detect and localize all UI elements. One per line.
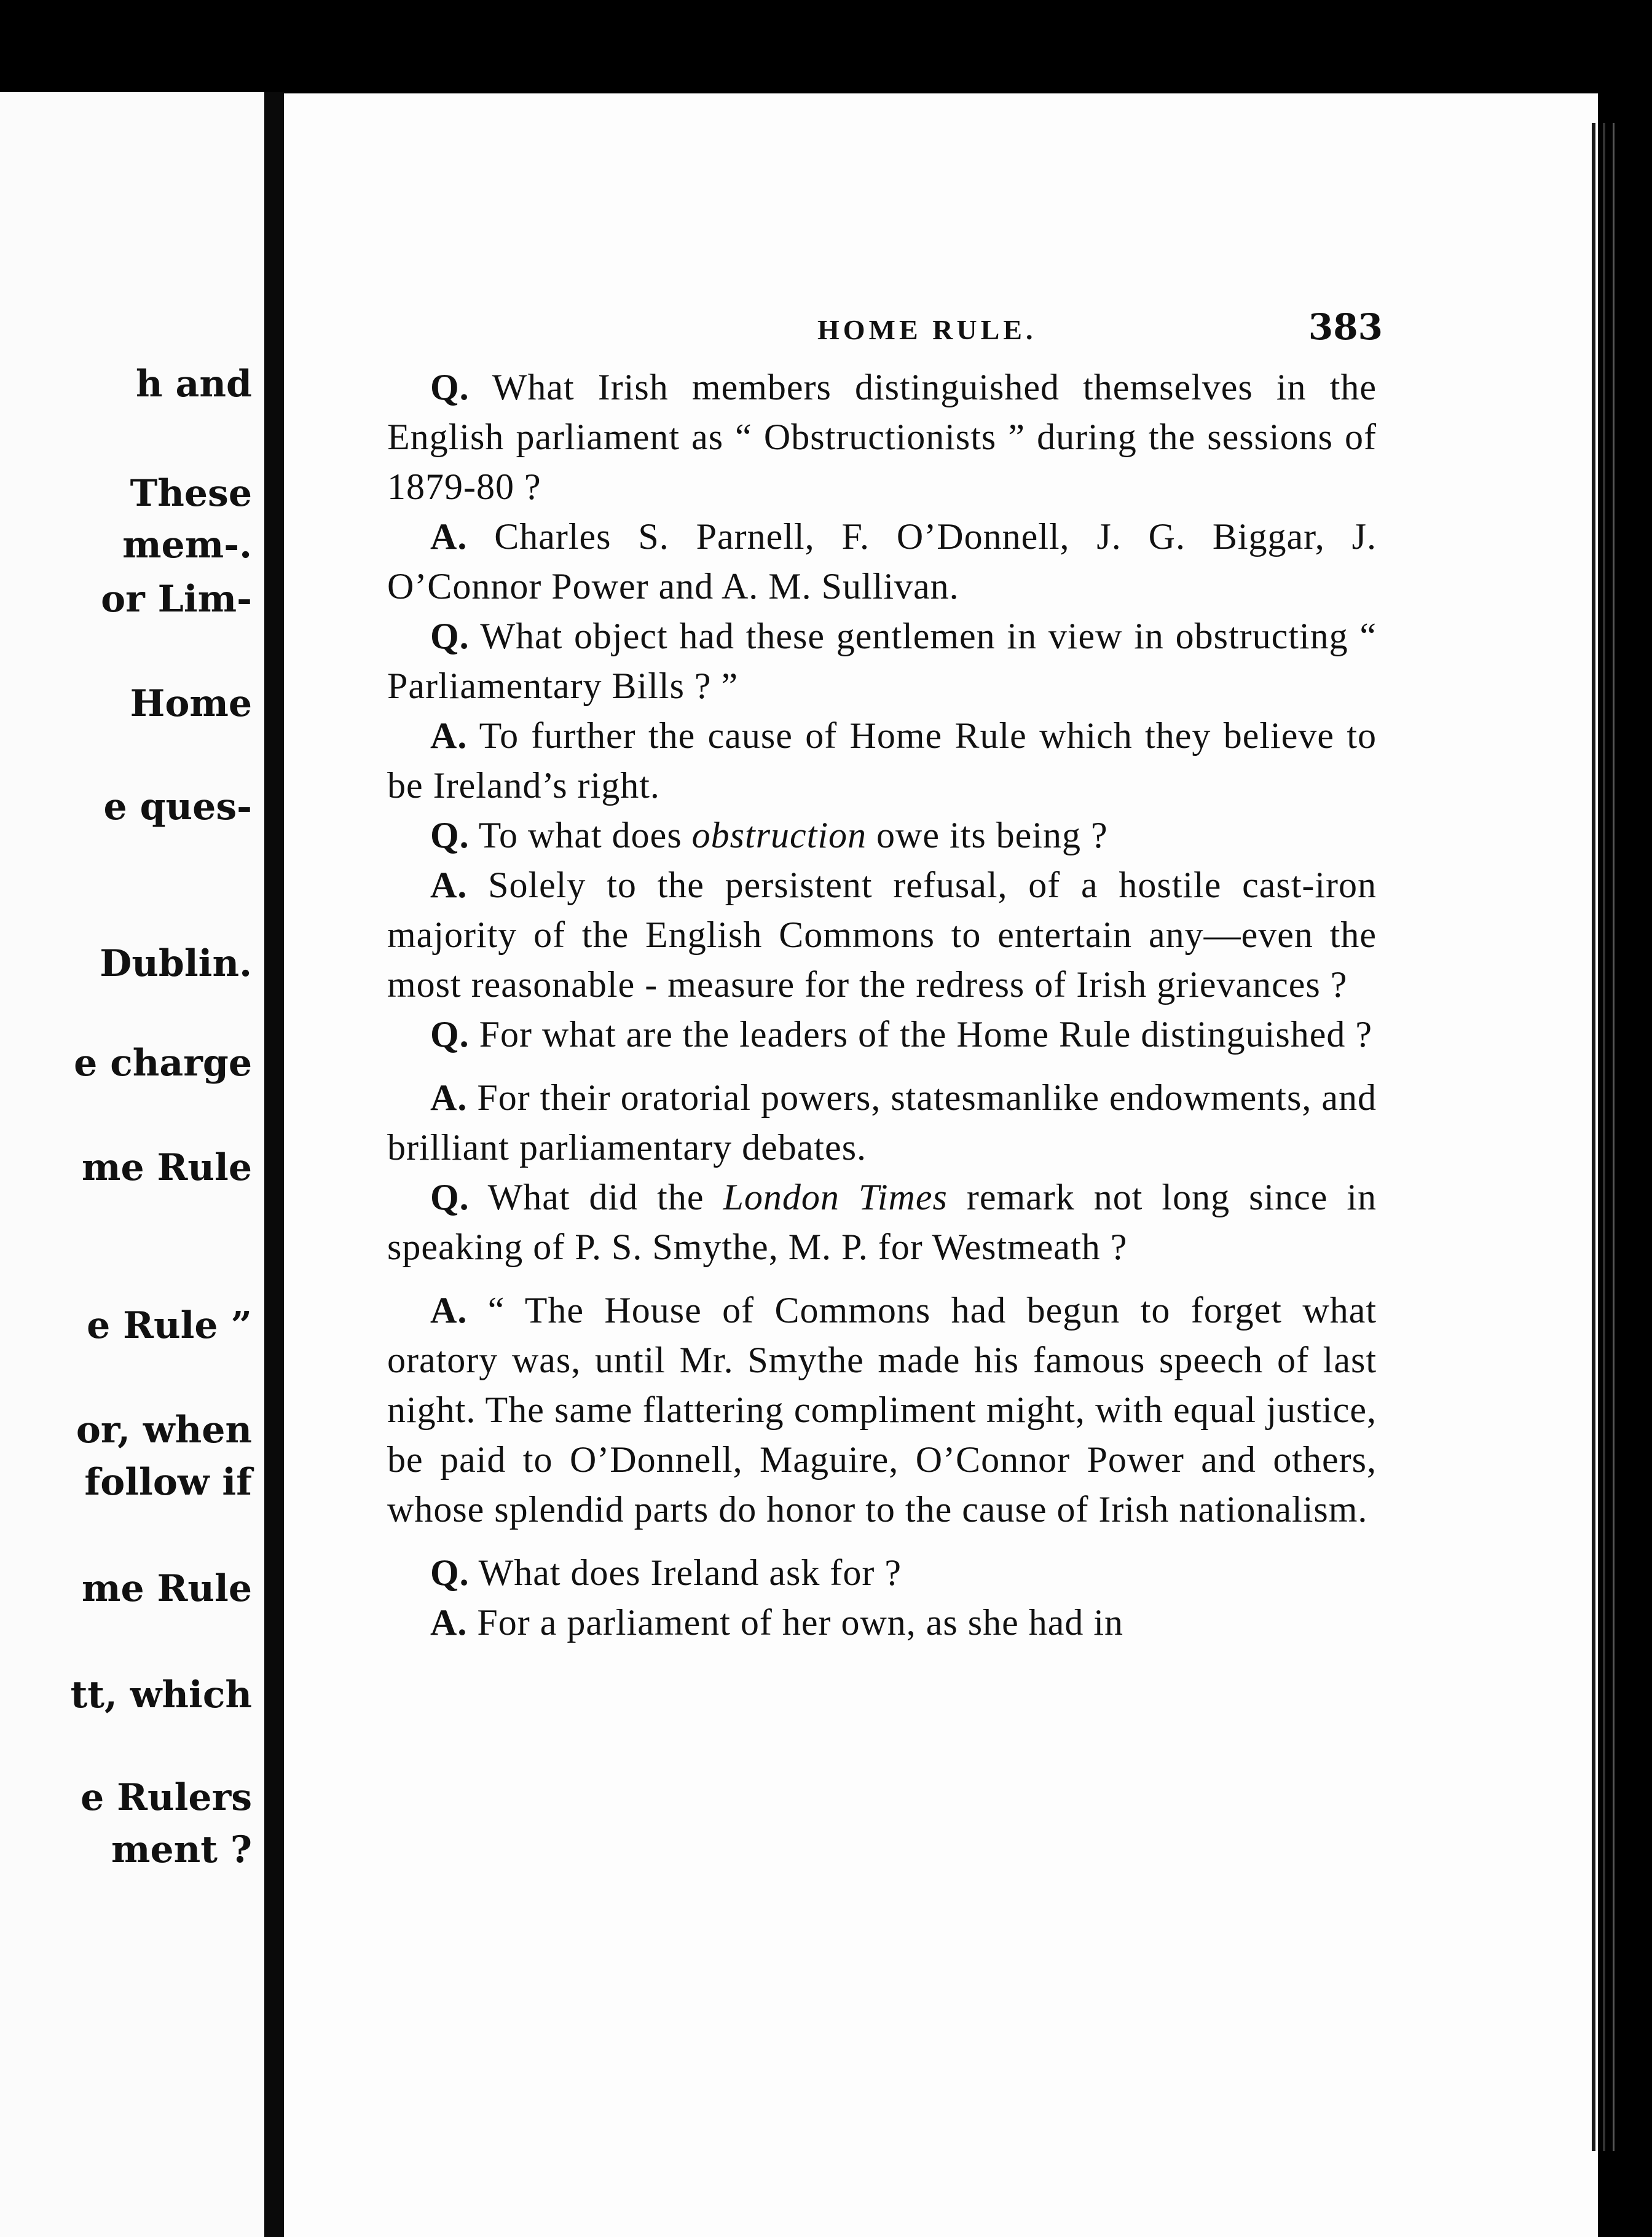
answer-paragraph	[387, 1598, 1414, 1648]
answer-paragraph	[387, 512, 1414, 611]
left-fragment: mem-.	[122, 524, 252, 567]
left-fragment: e Rulers	[81, 1776, 252, 1819]
question-text: What does Ireland ask for ?	[478, 1552, 902, 1593]
question-label: Q.	[430, 1014, 470, 1055]
question-label: Q.	[430, 1552, 470, 1593]
answer-label: A.	[430, 1602, 468, 1643]
answer-text: Solely to the persistent refusal, of a hostile cast-iron majority of the English Commons to entertain any—even the most reasonable - measure for the redress of Irish grievances ?	[387, 865, 1377, 1005]
question-text: What Irish members distinguished themselves in the English parliament as “ Obstructionists ” during the sessions of 1879-80 ?	[387, 367, 1377, 507]
left-fragment: Dublin.	[100, 942, 252, 985]
question-text: remark not long since in speaking of P. S. Smythe, M. P. for Westmeath ?	[387, 1177, 1377, 1267]
question-paragraph	[387, 363, 1414, 512]
page-edge-line	[1613, 123, 1615, 2151]
question-text: owe its being ?	[876, 815, 1108, 855]
page-edge-line	[1603, 123, 1605, 2151]
question-text: For what are the leaders of the Home Rule distinguished ?	[479, 1014, 1372, 1055]
running-head	[387, 295, 1414, 363]
left-fragment: ment ?	[111, 1828, 252, 1871]
left-fragment: e charge	[74, 1042, 252, 1085]
question-paragraph	[387, 1010, 1414, 1060]
answer-label: A.	[430, 516, 468, 557]
question-paragraph	[387, 1173, 1414, 1272]
left-fragment: Home	[130, 682, 252, 725]
left-fragment: e Rule ”	[87, 1304, 252, 1347]
answer-paragraph	[387, 1073, 1414, 1173]
italic-title: London Times	[723, 1177, 948, 1217]
left-fragment: These	[130, 472, 252, 515]
left-facing-page	[0, 92, 270, 2237]
question-label: Q.	[430, 815, 470, 855]
answer-paragraph	[387, 860, 1414, 1010]
question-paragraph	[387, 811, 1414, 860]
answer-paragraph	[387, 711, 1414, 811]
answer-text: “ The House of Commons had begun to forget what oratory was, until Mr. Smythe made his famous speech of last night. The same flattering compliment might, with equal justice, be paid to O’Donnell, Maguire, O’Connor Power and others, whose splendid parts do honor to the cause of Irish nationalism.	[387, 1290, 1377, 1530]
page-content	[387, 295, 1414, 1648]
page-edge-line	[1592, 123, 1595, 2151]
left-fragment: tt, which	[70, 1673, 252, 1716]
left-fragment: e ques-	[103, 785, 252, 828]
italic-term: obstruction	[691, 815, 867, 855]
question-label: Q.	[430, 1177, 470, 1217]
answer-label: A.	[430, 1290, 468, 1331]
question-text: What did the	[487, 1177, 704, 1217]
question-text: To what does	[478, 815, 682, 855]
left-fragment: follow if	[84, 1461, 252, 1504]
answer-label: A.	[430, 1077, 468, 1118]
answer-text: To further the cause of Home Rule which they believe to be Ireland’s right.	[387, 715, 1377, 806]
left-fragment: me Rule	[81, 1567, 252, 1610]
answer-text: For their oratorial powers, statesmanlike endowments, and brilliant parliamentary debates.	[387, 1077, 1377, 1168]
question-text: What object had these gentlemen in view in obstructing “ Parliamentary Bills ? ”	[387, 616, 1377, 706]
question-paragraph	[387, 1548, 1414, 1598]
answer-text: Charles S. Parnell, F. O’Donnell, J. G. Biggar, J. O’Connor Power and A. M. Sullivan.	[387, 516, 1377, 607]
running-title: HOME RULE.	[817, 314, 1037, 345]
left-fragment: or Lim-	[101, 578, 252, 621]
page-number: 383	[1308, 306, 1383, 348]
book-gutter	[264, 92, 284, 2237]
left-fragment: h and	[136, 363, 252, 406]
question-label: Q.	[430, 367, 470, 407]
answer-label: A.	[430, 715, 468, 756]
answer-label: A.	[430, 865, 468, 905]
answer-text: For a parliament of her own, as she had in	[477, 1602, 1124, 1643]
answer-paragraph	[387, 1286, 1414, 1535]
left-fragment: or, when	[76, 1409, 252, 1452]
question-paragraph	[387, 611, 1414, 711]
left-fragment: me Rule	[81, 1146, 252, 1189]
question-label: Q.	[430, 616, 470, 656]
